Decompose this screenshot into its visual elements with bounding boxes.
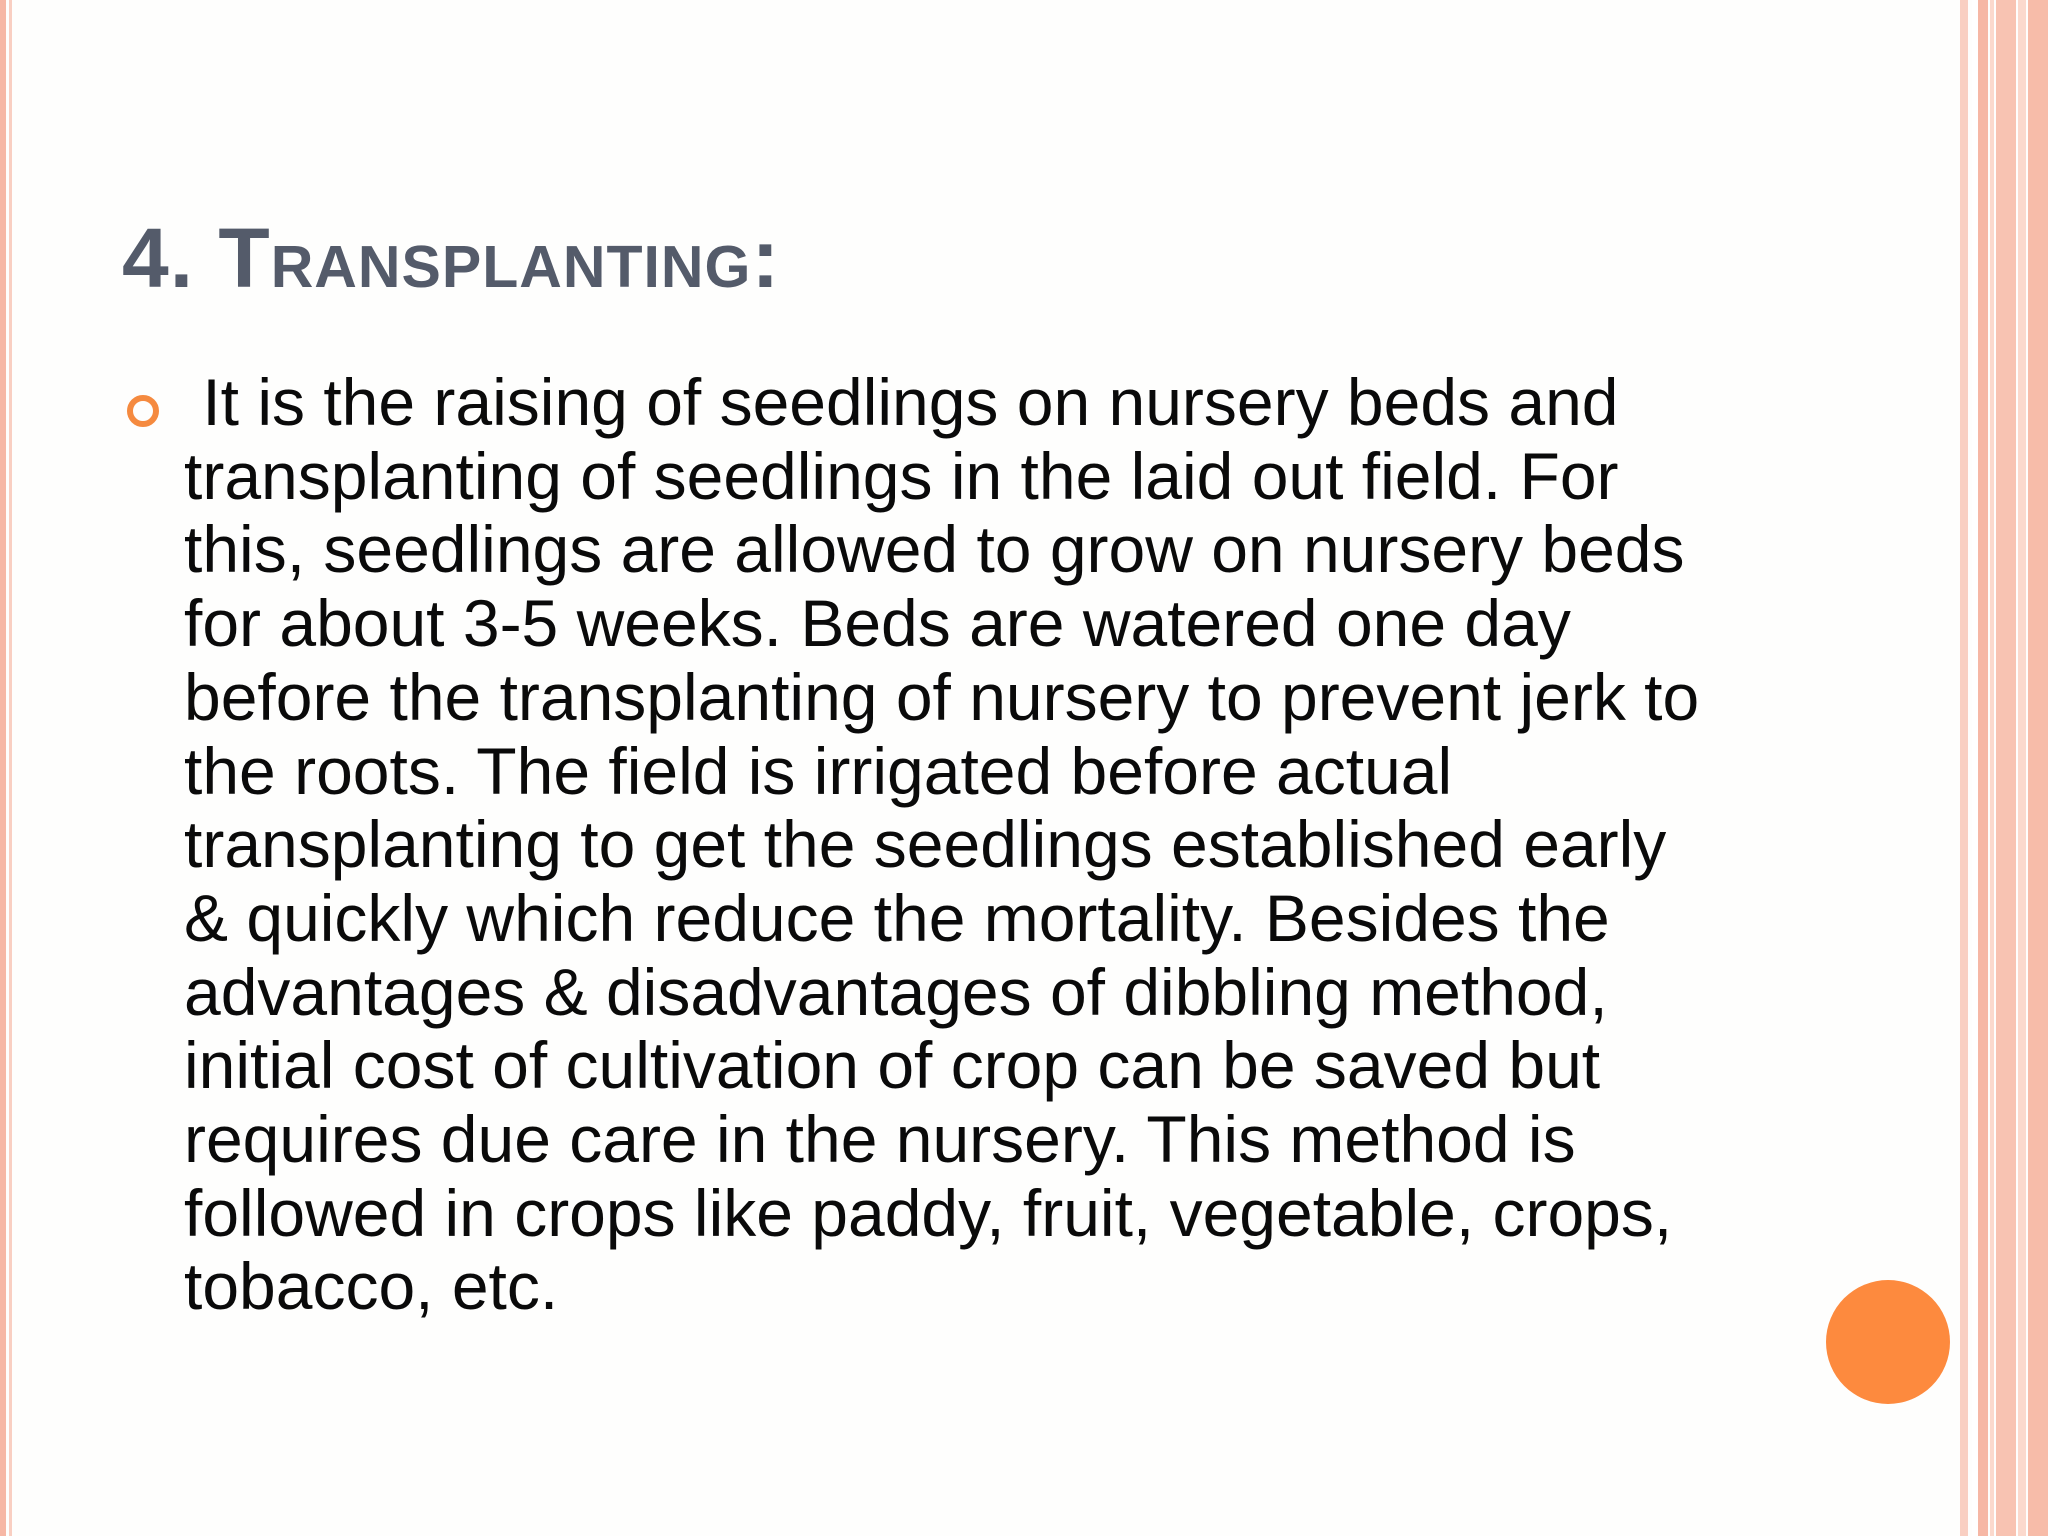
bullet-line: the roots. The field is irrigated before actual [184,733,1453,808]
bullet-circle-icon [127,395,159,427]
bullet-line: It is the raising of seedlings on nursery beds and [184,365,1619,439]
bullet-line: & quickly which reduce the mortality. Besides the [184,880,1610,955]
bullet-line: advantages & disadvantages of dibbling method, [184,954,1608,1029]
left-border-stripe-thin [9,0,12,1536]
right-border-stripe [1990,0,1994,1536]
right-border-stripe [1996,0,2016,1536]
bullet-line: initial cost of cultivation of crop can be saved but [184,1028,1601,1103]
bullet-line: requires due care in the nursery. This method is [184,1102,1576,1177]
slide-title: 4. Transplanting: [122,211,781,305]
right-border-stripe [1960,0,1968,1536]
bullet-line: followed in crops like paddy, fruit, vegetable, crops, [184,1175,1673,1250]
bullet-text [184,366,1784,1324]
right-border-stripe [2028,0,2048,1536]
bullet-line: for about 3-5 weeks. Beds are watered one day [184,586,1571,661]
bullet-line: transplanting of seedlings in the laid out field. For [184,438,1619,513]
right-border-stripe [1978,0,1988,1536]
right-border-stripe [2018,0,2026,1536]
bullet-line: transplanting to get the seedlings established early [184,807,1667,882]
left-border-stripe [0,0,6,1536]
bullet-line: this, seedlings are allowed to grow on nursery beds [184,512,1685,587]
bullet-line: tobacco, etc. [184,1249,559,1324]
decorative-orange-circle-icon [1826,1280,1950,1404]
bullet-line: before the transplanting of nursery to prevent jerk to [184,659,1700,734]
